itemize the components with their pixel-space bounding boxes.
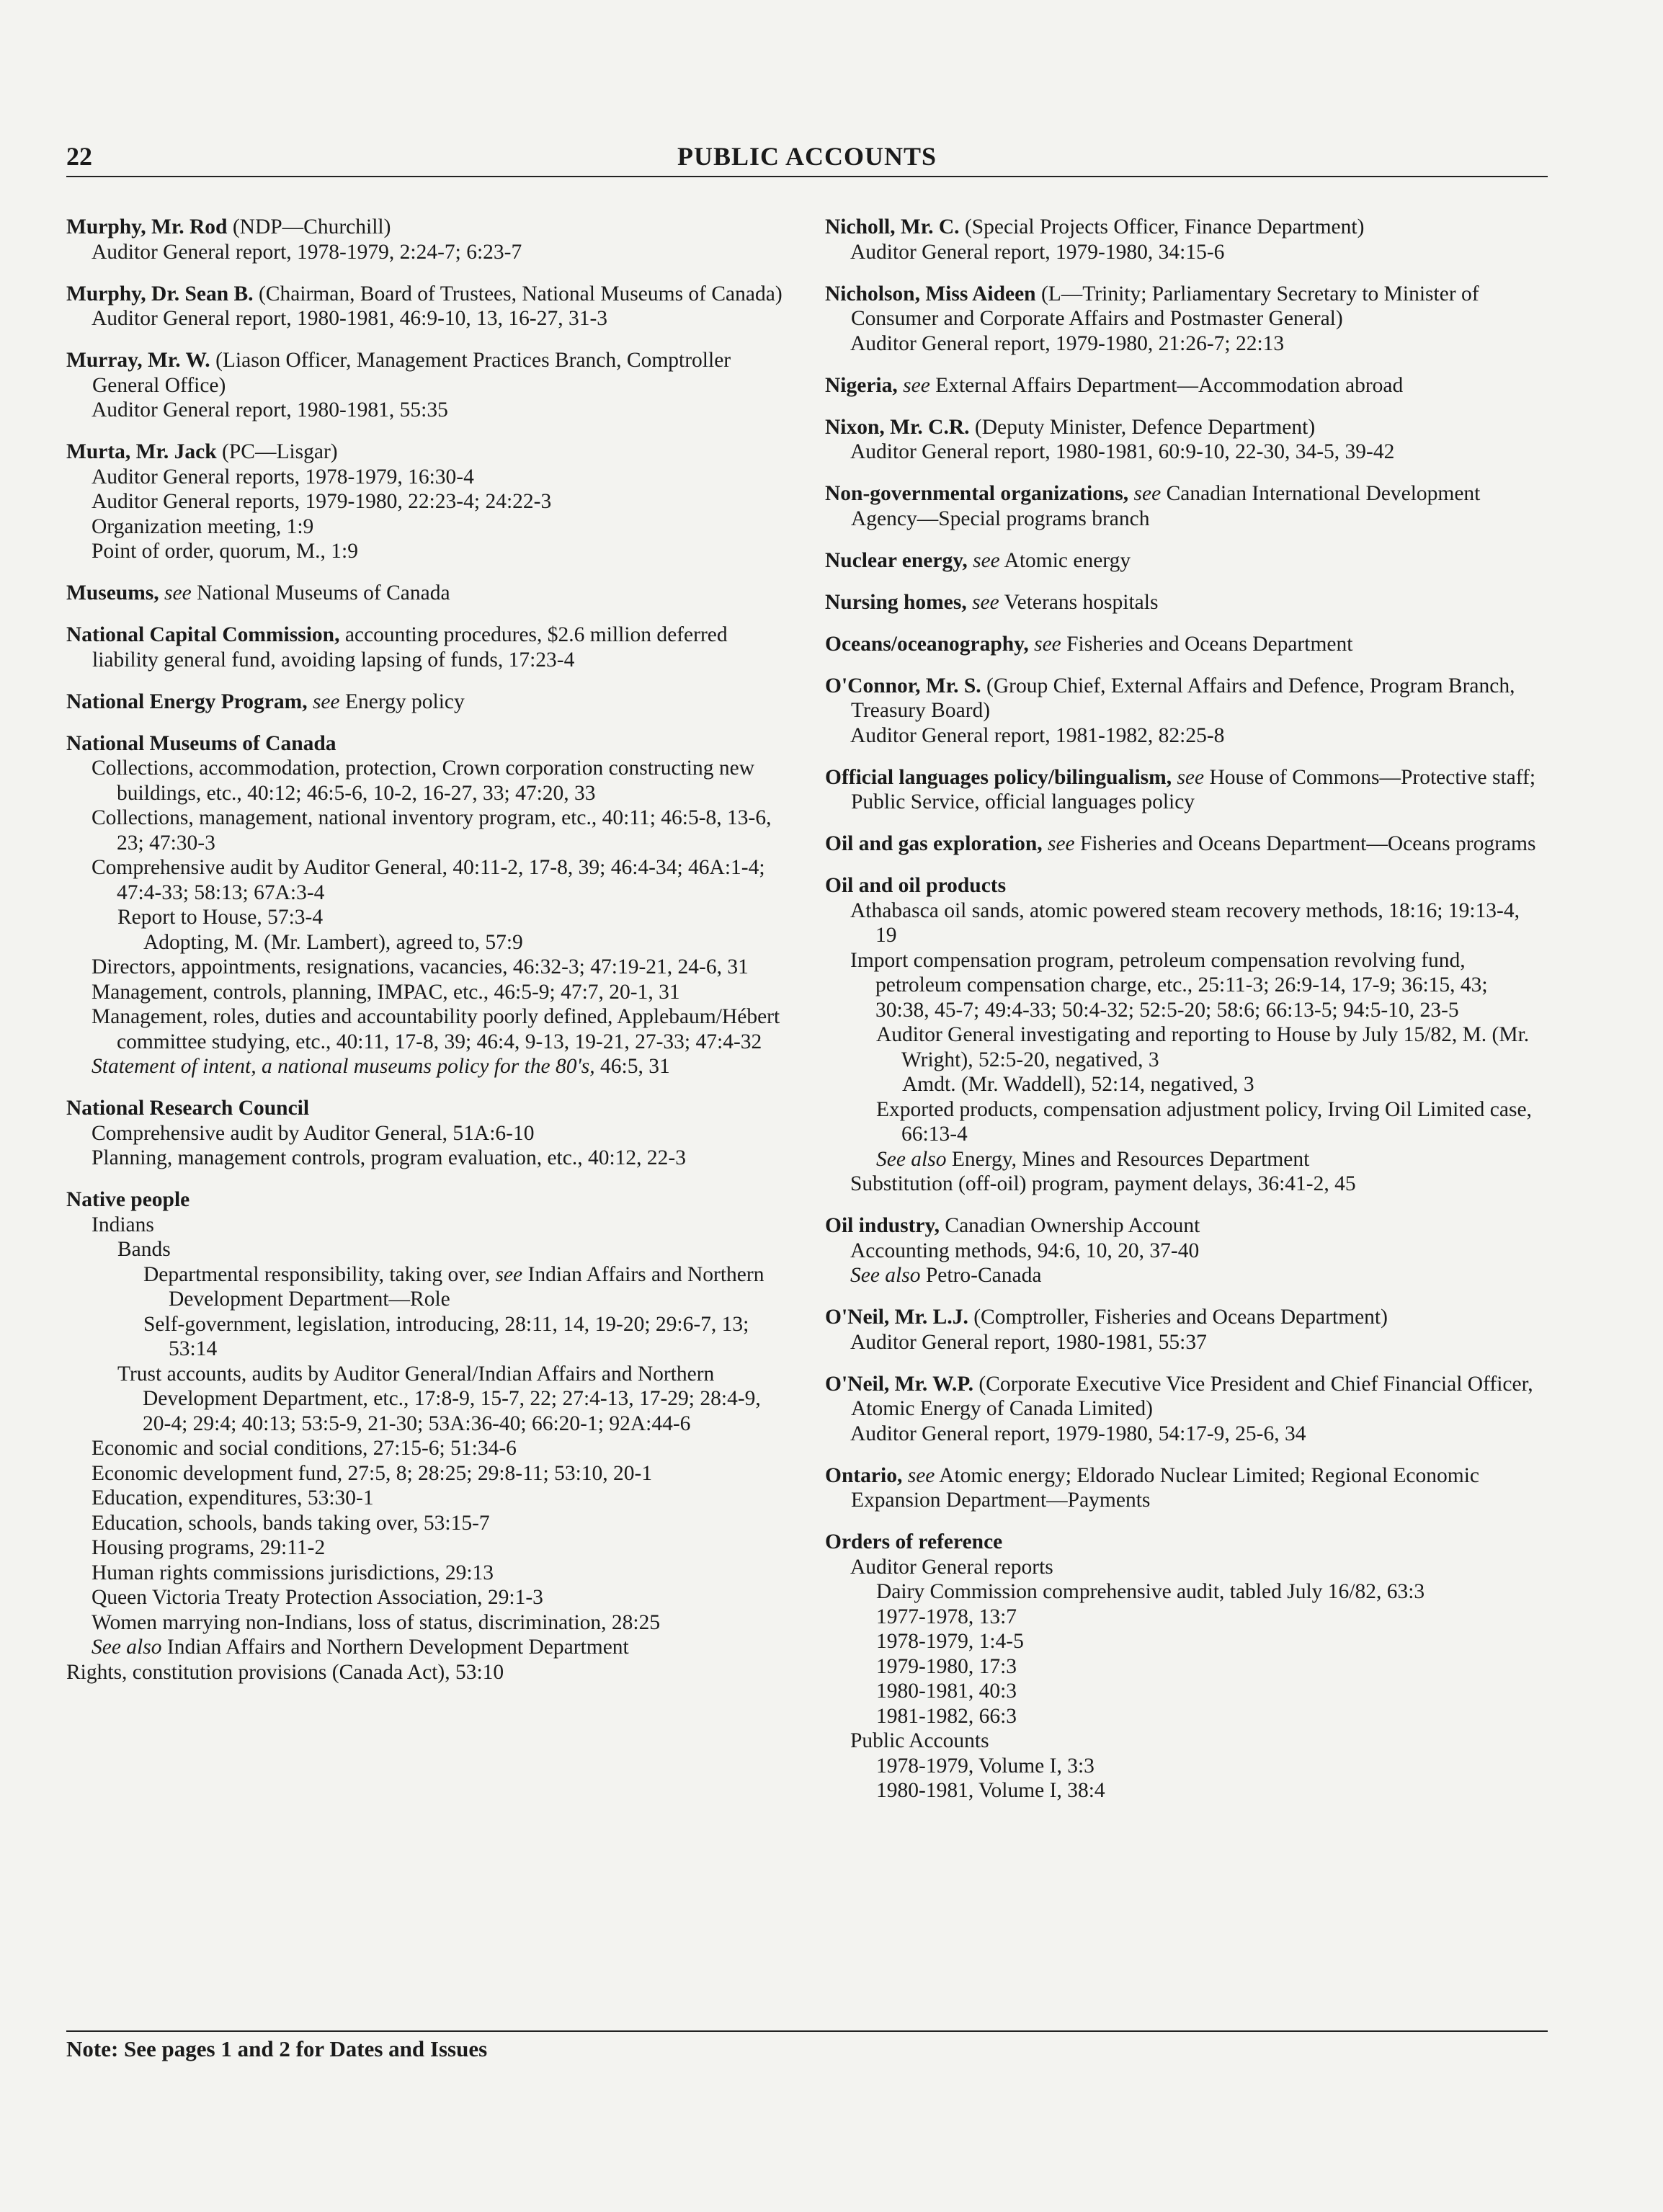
index-entry: [825, 215, 1546, 264]
subentry: [66, 1635, 787, 1660]
entry-heading: Nursing homes,: [825, 590, 967, 614]
footer-rule: [66, 2030, 1548, 2032]
entry-headline: [825, 831, 1546, 857]
subentry: [825, 1072, 1546, 1097]
entry-heading: Nicholson, Miss Aideen: [825, 282, 1036, 306]
subentry: [825, 1704, 1546, 1729]
entry-headline: [825, 1305, 1546, 1330]
subentry-text: Petro-Canada: [920, 1264, 1042, 1287]
entry-headline: [66, 1187, 787, 1213]
subentry: [825, 723, 1546, 749]
entry-detail: Atomic energy: [999, 548, 1131, 572]
subentry-text: Auditor General report, 1980-1981, 46:9-10, 13, 16-27, 31-3: [92, 307, 608, 330]
subentry-text: Auditor General report, 1981-1982, 82:25-8: [850, 723, 1225, 747]
subentry-text: Exported products, compensation adjustment policy, Irving Oil Limited case, 66:13-4: [876, 1097, 1532, 1146]
subentry: [825, 1729, 1546, 1754]
subentry: [66, 306, 787, 331]
entry-heading: Native people: [66, 1188, 190, 1211]
entry-headline: [66, 348, 787, 398]
subentry: [825, 1605, 1546, 1630]
index-entry: [66, 623, 787, 672]
entry-headline: [66, 623, 787, 672]
subentry: [66, 398, 787, 423]
subentry: [825, 1754, 1546, 1779]
subentry-text: Athabasca oil sands, atomic powered steam recovery methods, 18:16; 19:13-4, 19: [850, 898, 1520, 947]
entry-heading: Nuclear energy,: [825, 548, 968, 572]
subentry: [825, 948, 1546, 1023]
subentry: [66, 980, 787, 1005]
entry-heading: Non-governmental organizations,: [825, 482, 1129, 505]
subentry-text: Dairy Commission comprehensive audit, tabled July 16/82, 63:3: [876, 1580, 1425, 1603]
subentry-italic: See also: [850, 1264, 921, 1287]
footer-note: Note: See pages 1 and 2 for Dates and Issues: [66, 2036, 488, 2061]
entry-headline: [66, 731, 787, 757]
subentry-text: Comprehensive audit by Auditor General, 40:11-2, 17-8, 39; 46:4-34; 46A:1-4; 47:4-33; 58:13; 67A:3-4: [92, 856, 765, 904]
subentry: [66, 1237, 787, 1262]
index-entry: [66, 348, 787, 423]
entry-detail: Energy policy: [339, 690, 465, 713]
entry-headline: [825, 1463, 1546, 1513]
subentry-text: Education, schools, bands taking over, 53:15-7: [92, 1511, 490, 1535]
entry-heading: O'Neil, Mr. W.P.: [825, 1372, 973, 1396]
subentry-text: 1978-1979, Volume I, 3:3: [876, 1754, 1094, 1778]
see-reference: see: [966, 590, 999, 614]
subentry: [66, 1486, 787, 1511]
entry-headline: [66, 215, 787, 240]
index-entry: [825, 674, 1546, 749]
subentry: [825, 331, 1546, 357]
index-entry: [825, 1463, 1546, 1513]
entry-detail: (Corporate Executive Vice President and Chief Financial Officer, Atomic Energy of Canada Limited): [851, 1372, 1533, 1420]
page-number: 22: [66, 142, 92, 171]
subentry: [66, 955, 787, 980]
subentry: [825, 1579, 1546, 1605]
entry-detail: Fisheries and Oceans Department—Oceans programs: [1074, 832, 1536, 855]
subentry: [66, 806, 787, 855]
subentry: [66, 1610, 787, 1636]
entry-detail: (Deputy Minister, Defence Department): [969, 415, 1316, 439]
subentry: [66, 756, 787, 806]
entry-detail: National Museums of Canada: [191, 581, 450, 605]
index-entry: [66, 440, 787, 564]
entry-heading: Oil industry,: [825, 1214, 940, 1237]
see-reference: see: [159, 581, 192, 605]
index-entry: [66, 282, 787, 331]
index-entry: [825, 548, 1546, 574]
entry-heading: National Capital Commission,: [66, 623, 340, 646]
entry-detail: (Chairman, Board of Trustees, National Museums of Canada): [253, 282, 783, 306]
subentry-text: 1978-1979, 1:4-5: [876, 1630, 1024, 1653]
subentry: [825, 1654, 1546, 1680]
subentry-text: Comprehensive audit by Auditor General, 51A:6-10: [92, 1121, 535, 1145]
index-entry: [66, 731, 787, 1079]
subentry: [825, 1629, 1546, 1654]
see-reference: see: [1042, 832, 1075, 855]
index-entry: [825, 373, 1546, 398]
subentry: [825, 1263, 1546, 1288]
subentry-text: Departmental responsibility, taking over,: [143, 1262, 496, 1286]
entry-headline: [66, 440, 787, 465]
entry-detail: accounting procedures, $2.6 million deferred liability general fund, avoiding lapsing of funds, 17:23-4: [92, 623, 728, 672]
subentry: [66, 1461, 787, 1486]
entry-heading: National Museums of Canada: [66, 731, 336, 755]
subentry-text: Auditor General report, 1978-1979, 2:24-7; 6:23-7: [92, 240, 522, 264]
subentry-text: Auditor General report, 1980-1981, 55:35: [92, 398, 448, 422]
subentry-text: Point of order, quorum, M., 1:9: [92, 540, 359, 563]
entry-heading: National Research Council: [66, 1097, 310, 1120]
subentry-text: Auditor General reports, 1978-1979, 16:30-4: [92, 465, 474, 489]
subentry-text: Housing programs, 29:11-2: [92, 1536, 326, 1559]
index-entry: [825, 632, 1546, 657]
page-header: [66, 141, 1548, 176]
subentry-text: Auditor General report, 1979-1980, 34:15-6: [850, 240, 1225, 264]
subentry-text: Directors, appointments, resignations, vacancies, 46:32-3; 47:19-21, 24-6, 31: [92, 955, 749, 978]
subentry-text: Indians: [92, 1213, 154, 1236]
entry-detail: House of Commons—Protective staff; Public Service, official languages policy: [851, 765, 1536, 813]
subentry-text: Human rights commissions jurisdictions, 29:13: [92, 1561, 494, 1584]
subentry-text: Auditor General reports: [850, 1555, 1053, 1579]
subentry-text: Indian Affairs and Northern Development Department: [161, 1636, 629, 1659]
index-entry: [825, 765, 1546, 815]
subentry-text: Auditor General report, 1980-1981, 55:37: [850, 1330, 1207, 1354]
subentry-text: Women marrying non-Indians, loss of status, discrimination, 28:25: [92, 1610, 661, 1634]
entry-headline: [825, 873, 1546, 898]
index-entry: [825, 415, 1546, 465]
entry-headline: [66, 1096, 787, 1121]
entry-detail: (Group Chief, External Affairs and Defence, Program Branch, Treasury Board): [851, 674, 1515, 722]
subentry: [66, 1561, 787, 1586]
subentry-text: Auditor General report, 1979-1980, 54:17-9, 25-6, 34: [850, 1422, 1306, 1445]
see-reference: see: [1128, 482, 1162, 505]
entry-heading: Murphy, Mr. Rod: [66, 215, 228, 238]
entry-heading: O'Connor, Mr. S.: [825, 674, 981, 697]
subentry: [66, 1585, 787, 1610]
entry-detail: Atomic energy; Eldorado Nuclear Limited; Regional Economic Expansion Department—Payments: [851, 1463, 1479, 1512]
subentry-italic: See also: [876, 1147, 947, 1171]
entry-detail: (NDP—Churchill): [227, 215, 391, 238]
entry-headline: [825, 1372, 1546, 1422]
index-column-left: [66, 215, 787, 1702]
subentry-text: Management, roles, duties and accountability poorly defined, Applebaum/Hébert committee studying, etc., 40:11, 17-8, 39; 46:4, 9-13, 19-21, 27-33; 47:4-32: [92, 1005, 780, 1053]
entry-heading: Murray, Mr. W.: [66, 349, 210, 372]
entry-detail: (L—Trinity; Parliamentary Secretary to Minister of Consumer and Corporate Affairs and Postmaster General): [851, 282, 1479, 330]
entry-headline: [66, 690, 787, 715]
entry-headline: [825, 282, 1546, 331]
subentry-tail: Indian Affairs and Northern Development Department—Role: [169, 1262, 764, 1311]
subentry-text: Planning, management controls, program evaluation, etc., 40:12, 22-3: [92, 1146, 686, 1169]
entry-heading: Murphy, Dr. Sean B.: [66, 282, 254, 306]
subentry: [825, 1330, 1546, 1355]
see-reference: see: [1028, 632, 1061, 656]
subentry-text: Auditor General report, 1979-1980, 21:26-7; 22:13: [850, 331, 1285, 355]
subentry-italic: See also: [92, 1636, 162, 1659]
subentry: [825, 898, 1546, 948]
index-entry: [825, 590, 1546, 615]
subentry: [66, 1262, 787, 1312]
entry-headline: [825, 674, 1546, 723]
subentry: [66, 930, 787, 955]
entry-headline: [825, 481, 1546, 531]
index-entry: [825, 873, 1546, 1197]
subentry-text: Auditor General investigating and reporting to House by July 15/82, M. (Mr. Wright), 52:5-20, negatived, 3: [876, 1023, 1530, 1071]
index-entry: [825, 1372, 1546, 1447]
entry-detail: Canadian International Development Agency—Special programs branch: [851, 482, 1481, 530]
index-entry: [66, 1187, 787, 1685]
entry-heading: Nigeria,: [825, 373, 898, 397]
entry-heading: Oil and gas exploration,: [825, 832, 1043, 855]
entry-headline: [825, 1530, 1546, 1555]
see-reference: see: [897, 373, 930, 397]
page-title: PUBLIC ACCOUNTS: [677, 142, 937, 171]
subentry: [66, 240, 787, 265]
subentry-text: Organization meeting, 1:9: [92, 514, 314, 538]
entry-heading: Oil and oil products: [825, 874, 1007, 897]
entry-detail: (Liason Officer, Management Practices Branch, Comptroller General Office): [92, 349, 731, 397]
subentry-text: Economic and social conditions, 27:15-6; 51:34-6: [92, 1437, 517, 1460]
subentry: [66, 1213, 787, 1238]
subentry: [66, 1312, 787, 1362]
entry-headline: [825, 632, 1546, 657]
entry-headline: [825, 548, 1546, 574]
index-entry: [825, 831, 1546, 857]
entry-heading: Murta, Mr. Jack: [66, 440, 217, 463]
subentry: [66, 855, 787, 905]
subentry-text: 1981-1982, 66:3: [876, 1704, 1017, 1728]
entry-detail: (PC—Lisgar): [216, 440, 338, 463]
entry-heading: Orders of reference: [825, 1530, 1003, 1553]
subentry-text: Import compensation program, petroleum compensation revolving fund, petroleum compensation charge, etc., 25:11-3; 26:9-14, 17-9; 36:15, 43; 30:38, 45-7; 49:4-33; 50:4-32; 52:5-20; 58:6; 66:13-5; 94:5-10, 23-5: [850, 948, 1488, 1022]
index-entry: [825, 1305, 1546, 1355]
subentry: [66, 1054, 787, 1079]
subentry: [825, 440, 1546, 465]
entry-detail: Veterans hospitals: [999, 590, 1159, 614]
entry-heading: National Energy Program,: [66, 690, 308, 713]
subentry: [66, 1362, 787, 1437]
subentry: [825, 1555, 1546, 1580]
subentry: [66, 1535, 787, 1561]
see-reference: see: [967, 548, 1000, 572]
subentry-text: Public Accounts: [850, 1729, 989, 1752]
entry-heading: Official languages policy/bilingualism,: [825, 765, 1172, 789]
see-reference: see: [307, 690, 340, 713]
subentry-text: Trust accounts, audits by Auditor General/Indian Affairs and Northern Development Department, etc., 17:8-9, 15-7, 22; 27:4-13, 17-29; 28:4-9, 20-4; 29:4; 40:13; 53:5-9, 21-30; 53A:36-40; 66:20-1; 92A:44-6: [117, 1362, 761, 1435]
see-reference: see: [902, 1463, 935, 1487]
entry-headline: [66, 581, 787, 606]
entry-heading: Oceans/oceanography,: [825, 632, 1029, 656]
index-entry: [66, 215, 787, 264]
entry-heading: O'Neil, Mr. L.J.: [825, 1306, 968, 1329]
index-entry: [66, 1096, 787, 1171]
subentry: [66, 1436, 787, 1461]
subentry: [66, 1121, 787, 1146]
subentry: [825, 1022, 1546, 1072]
entry-headline: [825, 215, 1546, 240]
subentry: [825, 1239, 1546, 1264]
subentry-text: 46:5, 31: [594, 1055, 670, 1078]
subentry: [66, 1146, 787, 1171]
subentry: [825, 1679, 1546, 1704]
subentry-text: Adopting, M. (Mr. Lambert), agreed to, 57:9: [143, 930, 523, 954]
entry-detail: (Special Projects Officer, Finance Department): [959, 215, 1365, 238]
subentry-text: 1980-1981, Volume I, 38:4: [876, 1779, 1105, 1802]
subentry-text: Amdt. (Mr. Waddell), 52:14, negatived, 3: [902, 1073, 1254, 1096]
subentry: [825, 1422, 1546, 1447]
entry-headline: [825, 1213, 1546, 1239]
entry-headline: [825, 415, 1546, 440]
subentry: [66, 1004, 787, 1054]
subentry: [66, 905, 787, 930]
subentry-text: Education, expenditures, 53:30-1: [92, 1486, 374, 1509]
subentry-text: Report to House, 57:3-4: [117, 906, 324, 929]
index-entry: [66, 581, 787, 606]
subentry-text: 1980-1981, 40:3: [876, 1680, 1017, 1703]
entry-heading: Nicholl, Mr. C.: [825, 215, 960, 238]
subentry-text: Collections, accommodation, protection, Crown corporation constructing new buildings, etc., 40:12; 46:5-6, 10-2, 16-27, 33; 47:20, 33: [92, 757, 755, 805]
subentry: [66, 539, 787, 564]
subentry: [825, 1097, 1546, 1147]
entry-detail: (Comptroller, Fisheries and Oceans Department): [968, 1306, 1388, 1329]
subentry-text: Queen Victoria Treaty Protection Association, 29:1-3: [92, 1586, 543, 1609]
subentry-text: Substitution (off-oil) program, payment delays, 36:41-2, 45: [850, 1172, 1356, 1195]
subentry: [66, 1660, 787, 1685]
subentry-text: Rights, constitution provisions (Canada Act), 53:10: [66, 1660, 504, 1684]
subentry-text: Auditor General reports, 1979-1980, 22:23-4; 24:22-3: [92, 490, 552, 513]
entry-detail: Fisheries and Oceans Department: [1061, 632, 1353, 656]
subentry: [825, 1172, 1546, 1197]
subentry-text: Auditor General report, 1980-1981, 60:9-10, 22-30, 34-5, 39-42: [850, 440, 1395, 463]
subentry-text: Bands: [117, 1238, 171, 1261]
entry-heading: Nixon, Mr. C.R.: [825, 415, 970, 439]
subentry-italic: Statement of intent, a national museums policy for the 80's,: [92, 1055, 595, 1078]
entry-headline: [825, 590, 1546, 615]
subentry-text: 1979-1980, 17:3: [876, 1654, 1017, 1678]
subentry-text: Accounting methods, 94:6, 10, 20, 37-40: [850, 1239, 1200, 1262]
index-entry: [825, 481, 1546, 531]
subentry-text: Energy, Mines and Resources Department: [946, 1147, 1310, 1171]
subentry: [825, 240, 1546, 265]
index-entry: [66, 690, 787, 715]
index-entry: [825, 1213, 1546, 1288]
entry-headline: [825, 765, 1546, 815]
entry-heading: Ontario,: [825, 1463, 903, 1487]
entry-heading: Museums,: [66, 581, 159, 605]
subentry-text: Economic development fund, 27:5, 8; 28:25; 29:8-11; 53:10, 20-1: [92, 1461, 653, 1485]
subentry: [66, 514, 787, 540]
subentry: [66, 1511, 787, 1536]
subentry-text: Self-government, legislation, introducing, 28:11, 14, 19-20; 29:6-7, 13; 53:14: [143, 1312, 749, 1360]
subentry: [66, 465, 787, 490]
subentry-text: Management, controls, planning, IMPAC, etc., 46:5-9; 47:7, 20-1, 31: [92, 980, 680, 1004]
index-column-right: [825, 215, 1546, 1820]
index-entry: [825, 282, 1546, 357]
index-entry: [825, 1530, 1546, 1803]
subentry: [825, 1778, 1546, 1803]
see-reference: see: [495, 1262, 523, 1286]
header-rule: [66, 176, 1548, 177]
see-reference: see: [1172, 765, 1205, 789]
subentry-text: 1977-1978, 13:7: [876, 1605, 1017, 1628]
entry-headline: [825, 373, 1546, 398]
subentry: [825, 1147, 1546, 1172]
subentry: [66, 489, 787, 514]
entry-headline: [66, 282, 787, 307]
subentry-text: Collections, management, national inventory program, etc., 40:11; 46:5-8, 13-6, 23; 47:30-3: [92, 806, 772, 855]
entry-detail: Canadian Ownership Account: [940, 1214, 1200, 1237]
entry-detail: External Affairs Department—Accommodation abroad: [929, 373, 1404, 397]
